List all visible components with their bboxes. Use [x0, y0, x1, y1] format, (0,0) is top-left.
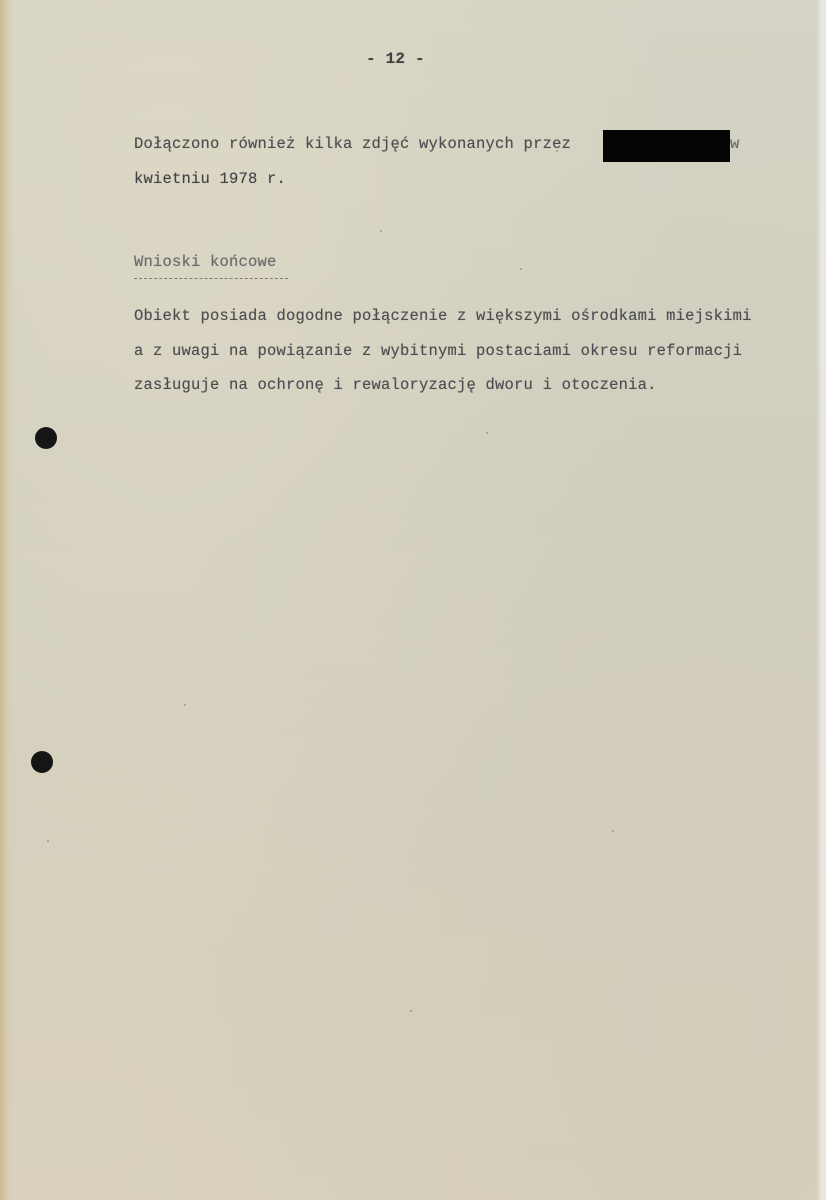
intro-line-1-tail: w	[730, 135, 740, 153]
conclusion-line-2: a z uwagi na powiązanie z wybitnymi postaciami okresu reformacji	[134, 342, 743, 360]
section-heading: Wnioski końcowe	[134, 253, 277, 271]
punch-hole-bottom	[31, 751, 53, 773]
paper-right-edge	[816, 0, 826, 1200]
punch-hole-top	[35, 427, 57, 449]
conclusion-line-1: Obiekt posiada dogodne połączenie z większymi ośrodkami miejskimi	[134, 307, 752, 325]
heading-underline	[134, 278, 288, 279]
page-number: - 12 -	[366, 50, 425, 68]
redaction-bar	[603, 130, 730, 162]
intro-line-1: Dołączono również kilka zdjęć wykonanych przez	[134, 135, 572, 153]
paper-left-edge	[0, 0, 14, 1200]
intro-line-2: kwietniu 1978 r.	[134, 170, 287, 188]
conclusion-line-3: zasługuje na ochronę i rewaloryzację dworu i otoczenia.	[134, 376, 657, 394]
